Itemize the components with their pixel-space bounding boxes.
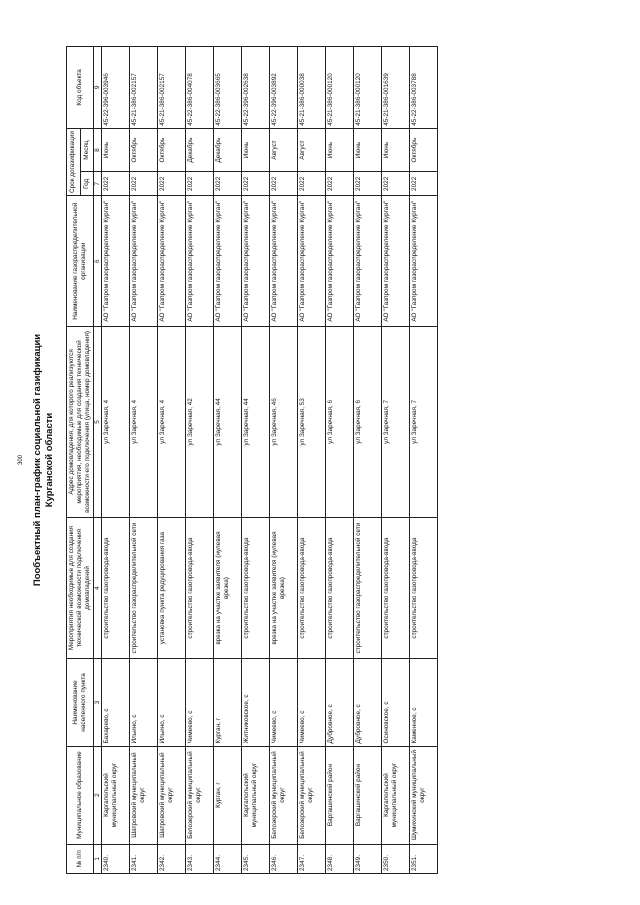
row-number: 2344. bbox=[214, 844, 242, 873]
org-cell: АО "Газпром газораспределение Курган" bbox=[242, 196, 270, 327]
column-number: 9 bbox=[94, 47, 102, 129]
municipality-cell: Шатровский муниципальный округ bbox=[158, 746, 186, 844]
municipality-cell: Белозерский муниципальный округ bbox=[186, 746, 214, 844]
year-cell: 2022 bbox=[326, 172, 354, 196]
month-cell: Октябрь bbox=[158, 128, 186, 172]
settlement-cell: Дубровное, с bbox=[354, 659, 382, 746]
municipality-cell: Каргапольский муниципальный округ bbox=[102, 746, 130, 844]
municipality-cell: Варгашинский район bbox=[326, 746, 354, 844]
settlement-cell: Каменное, с bbox=[410, 659, 438, 746]
header-measures: Мероприятия необходимые для создания технической возможности подключения домовладений bbox=[67, 517, 94, 659]
rotated-page bbox=[18, 40, 618, 880]
table-row bbox=[130, 47, 158, 874]
settlement-cell: Курган, г bbox=[214, 659, 242, 746]
org-cell: АО "Газпром газораспределение Курган" bbox=[158, 196, 186, 327]
column-number: 8 bbox=[94, 128, 102, 172]
address-cell: ул Заречная, 46 bbox=[270, 327, 298, 518]
table-row bbox=[354, 47, 382, 874]
table-row bbox=[270, 47, 298, 874]
settlement-cell: Осиновское, с bbox=[382, 659, 410, 746]
municipality-cell: Шатровский муниципальный округ bbox=[130, 746, 158, 844]
month-cell: Июнь bbox=[242, 128, 270, 172]
row-number: 2347. bbox=[298, 844, 326, 873]
measures-cell: строительство газопровода-ввода bbox=[186, 517, 214, 659]
settlement-cell: Чимеево, с bbox=[186, 659, 214, 746]
measures-cell: врезка на участке заявителя (нулевая врезка) bbox=[270, 517, 298, 659]
measures-cell: строительство газопровода-ввода bbox=[298, 517, 326, 659]
code-cell: 45-22-386-003788 bbox=[410, 47, 438, 129]
measures-cell: строительство газораспределительной сети bbox=[130, 517, 158, 659]
table-row bbox=[186, 47, 214, 874]
row-number: 2343. bbox=[186, 844, 214, 873]
settlement-cell: Ильино, с bbox=[130, 659, 158, 746]
header-month: Месяц bbox=[80, 128, 94, 172]
settlement-cell: Житниковское, с bbox=[242, 659, 270, 746]
title-line-2: Курганской области bbox=[44, 412, 55, 508]
month-cell: Июнь bbox=[326, 128, 354, 172]
settlement-cell: Бахарево, с bbox=[102, 659, 130, 746]
header-settlement: Наименование населенного пункта bbox=[67, 659, 94, 746]
measures-cell: строительство газопровода-ввода bbox=[382, 517, 410, 659]
column-number: 3 bbox=[94, 659, 102, 746]
code-cell: 45-21-386-002157 bbox=[130, 47, 158, 129]
header-code: Код объекта bbox=[67, 47, 94, 129]
measures-cell: строительство газопровода-ввода bbox=[102, 517, 130, 659]
page-number: 300 bbox=[18, 455, 24, 466]
year-cell: 2022 bbox=[186, 172, 214, 196]
header-municipality: Муниципальное образование bbox=[67, 746, 94, 844]
municipality-cell: Каргапольский муниципальный округ bbox=[242, 746, 270, 844]
year-cell: 2022 bbox=[158, 172, 186, 196]
header-term: Срок догазификации bbox=[67, 128, 81, 196]
row-number: 2349. bbox=[354, 844, 382, 873]
year-cell: 2022 bbox=[410, 172, 438, 196]
measures-cell: строительство газораспределительной сети bbox=[354, 517, 382, 659]
table-row bbox=[242, 47, 270, 874]
org-cell: АО "Газпром газораспределение Курган" bbox=[354, 196, 382, 327]
address-cell: ул Заречная, 7 bbox=[382, 327, 410, 518]
row-number: 2342. bbox=[158, 844, 186, 873]
settlement-cell: Ильино, с bbox=[158, 659, 186, 746]
org-cell: АО "Газпром газораспределение Курган" bbox=[298, 196, 326, 327]
month-cell: Октябрь bbox=[410, 128, 438, 172]
year-cell: 2022 bbox=[298, 172, 326, 196]
code-cell: 45-22-386-003665 bbox=[214, 47, 242, 129]
municipality-cell: Белозерский муниципальный округ bbox=[298, 746, 326, 844]
column-number: 2 bbox=[94, 746, 102, 844]
measures-cell: строительство газопровода-ввода bbox=[410, 517, 438, 659]
address-cell: ул Заречная, 42 bbox=[186, 327, 214, 518]
address-cell: ул Заречная, 53 bbox=[298, 327, 326, 518]
address-cell: ул Заречная, 44 bbox=[214, 327, 242, 518]
header-year: Год bbox=[80, 172, 94, 196]
month-cell: Август bbox=[270, 128, 298, 172]
measures-cell: врезка на участке заявителя (нулевая врезка) bbox=[214, 517, 242, 659]
org-cell: АО "Газпром газораспределение Курган" bbox=[270, 196, 298, 327]
municipality-cell: Белозерский муниципальный округ bbox=[270, 746, 298, 844]
year-cell: 2022 bbox=[354, 172, 382, 196]
measures-cell: строительство газопровода-ввода bbox=[242, 517, 270, 659]
table-body bbox=[94, 47, 438, 874]
address-cell: ул Заречная, 4 bbox=[158, 327, 186, 518]
column-number: 1 bbox=[94, 844, 102, 873]
code-cell: 45-21-386-000038 bbox=[298, 47, 326, 129]
org-cell: АО "Газпром газораспределение Курган" bbox=[214, 196, 242, 327]
address-cell: ул Заречная, 44 bbox=[242, 327, 270, 518]
table-row bbox=[410, 47, 438, 874]
table-row bbox=[326, 47, 354, 874]
month-cell: Август bbox=[298, 128, 326, 172]
table-row bbox=[158, 47, 186, 874]
column-number: 7 bbox=[94, 172, 102, 196]
code-cell: 45-21-386-000120 bbox=[326, 47, 354, 129]
settlement-cell: Чимеево, с bbox=[298, 659, 326, 746]
row-number: 2346. bbox=[270, 844, 298, 873]
row-number: 2345. bbox=[242, 844, 270, 873]
municipality-cell: Варгашинский район bbox=[354, 746, 382, 844]
column-number: 6 bbox=[94, 196, 102, 327]
address-cell: ул Заречная, 4 bbox=[130, 327, 158, 518]
code-cell: 45-22-396-002638 bbox=[242, 47, 270, 129]
month-cell: Июнь bbox=[354, 128, 382, 172]
row-number: 2341. bbox=[130, 844, 158, 873]
measures-cell: строительство газопровода-ввода bbox=[326, 517, 354, 659]
header-n: № п/п bbox=[67, 844, 94, 873]
gasification-table bbox=[66, 46, 438, 874]
code-cell: 45-22-396-003892 bbox=[270, 47, 298, 129]
header-org: Наименование газораспределительной организации bbox=[67, 196, 94, 327]
year-cell: 2022 bbox=[242, 172, 270, 196]
title-line-1: Пообъектный план-график социальной газификации bbox=[32, 333, 43, 587]
column-number: 4 bbox=[94, 517, 102, 659]
address-cell: ул Заречная, 7 bbox=[410, 327, 438, 518]
org-cell: АО "Газпром газораспределение Курган" bbox=[186, 196, 214, 327]
municipality-cell: Шумихинский муниципальный округ bbox=[410, 746, 438, 844]
month-cell: Июнь bbox=[102, 128, 130, 172]
settlement-cell: Дубровное, с bbox=[326, 659, 354, 746]
row-number: 2348. bbox=[326, 844, 354, 873]
month-cell: Декабрь bbox=[214, 128, 242, 172]
code-cell: 45-21-386-002157 bbox=[158, 47, 186, 129]
row-number: 2340. bbox=[102, 844, 130, 873]
municipality-cell: Каргапольский муниципальный округ bbox=[382, 746, 410, 844]
measures-cell: установка пункта редуцирования газа bbox=[158, 517, 186, 659]
column-number-row bbox=[94, 47, 102, 874]
year-cell: 2022 bbox=[382, 172, 410, 196]
month-cell: Июнь bbox=[382, 128, 410, 172]
code-cell: 45-22-396-003946 bbox=[102, 47, 130, 129]
row-number: 2351. bbox=[410, 844, 438, 873]
column-number: 5 bbox=[94, 327, 102, 518]
org-cell: АО "Газпром газораспределение Курган" bbox=[410, 196, 438, 327]
header-address: Адрес домовладения, для которого реализуются мероприятия, необходимые для создания технической возможности его подключения (улица, номер домовладения) bbox=[67, 327, 94, 518]
month-cell: Декабрь bbox=[186, 128, 214, 172]
org-cell: АО "Газпром газораспределение Курган" bbox=[326, 196, 354, 327]
org-cell: АО "Газпром газораспределение Курган" bbox=[130, 196, 158, 327]
row-number: 2350. bbox=[382, 844, 410, 873]
table-row bbox=[214, 47, 242, 874]
org-cell: АО "Газпром газораспределение Курган" bbox=[382, 196, 410, 327]
code-cell: 45-21-386-000120 bbox=[354, 47, 382, 129]
year-cell: 2022 bbox=[102, 172, 130, 196]
address-cell: ул Заречная, 6 bbox=[354, 327, 382, 518]
table-row bbox=[298, 47, 326, 874]
year-cell: 2022 bbox=[270, 172, 298, 196]
table-row bbox=[382, 47, 410, 874]
address-cell: ул Заречная, 6 bbox=[326, 327, 354, 518]
table-row bbox=[102, 47, 130, 874]
month-cell: Октябрь bbox=[130, 128, 158, 172]
year-cell: 2022 bbox=[214, 172, 242, 196]
code-cell: 45-21-386-001639 bbox=[382, 47, 410, 129]
address-cell: ул Заречная, 4 bbox=[102, 327, 130, 518]
code-cell: 45-22-386-004078 bbox=[186, 47, 214, 129]
settlement-cell: Чимеево, с bbox=[270, 659, 298, 746]
municipality-cell: Курган, г bbox=[214, 746, 242, 844]
year-cell: 2022 bbox=[130, 172, 158, 196]
org-cell: АО "Газпром газораспределение Курган" bbox=[102, 196, 130, 327]
